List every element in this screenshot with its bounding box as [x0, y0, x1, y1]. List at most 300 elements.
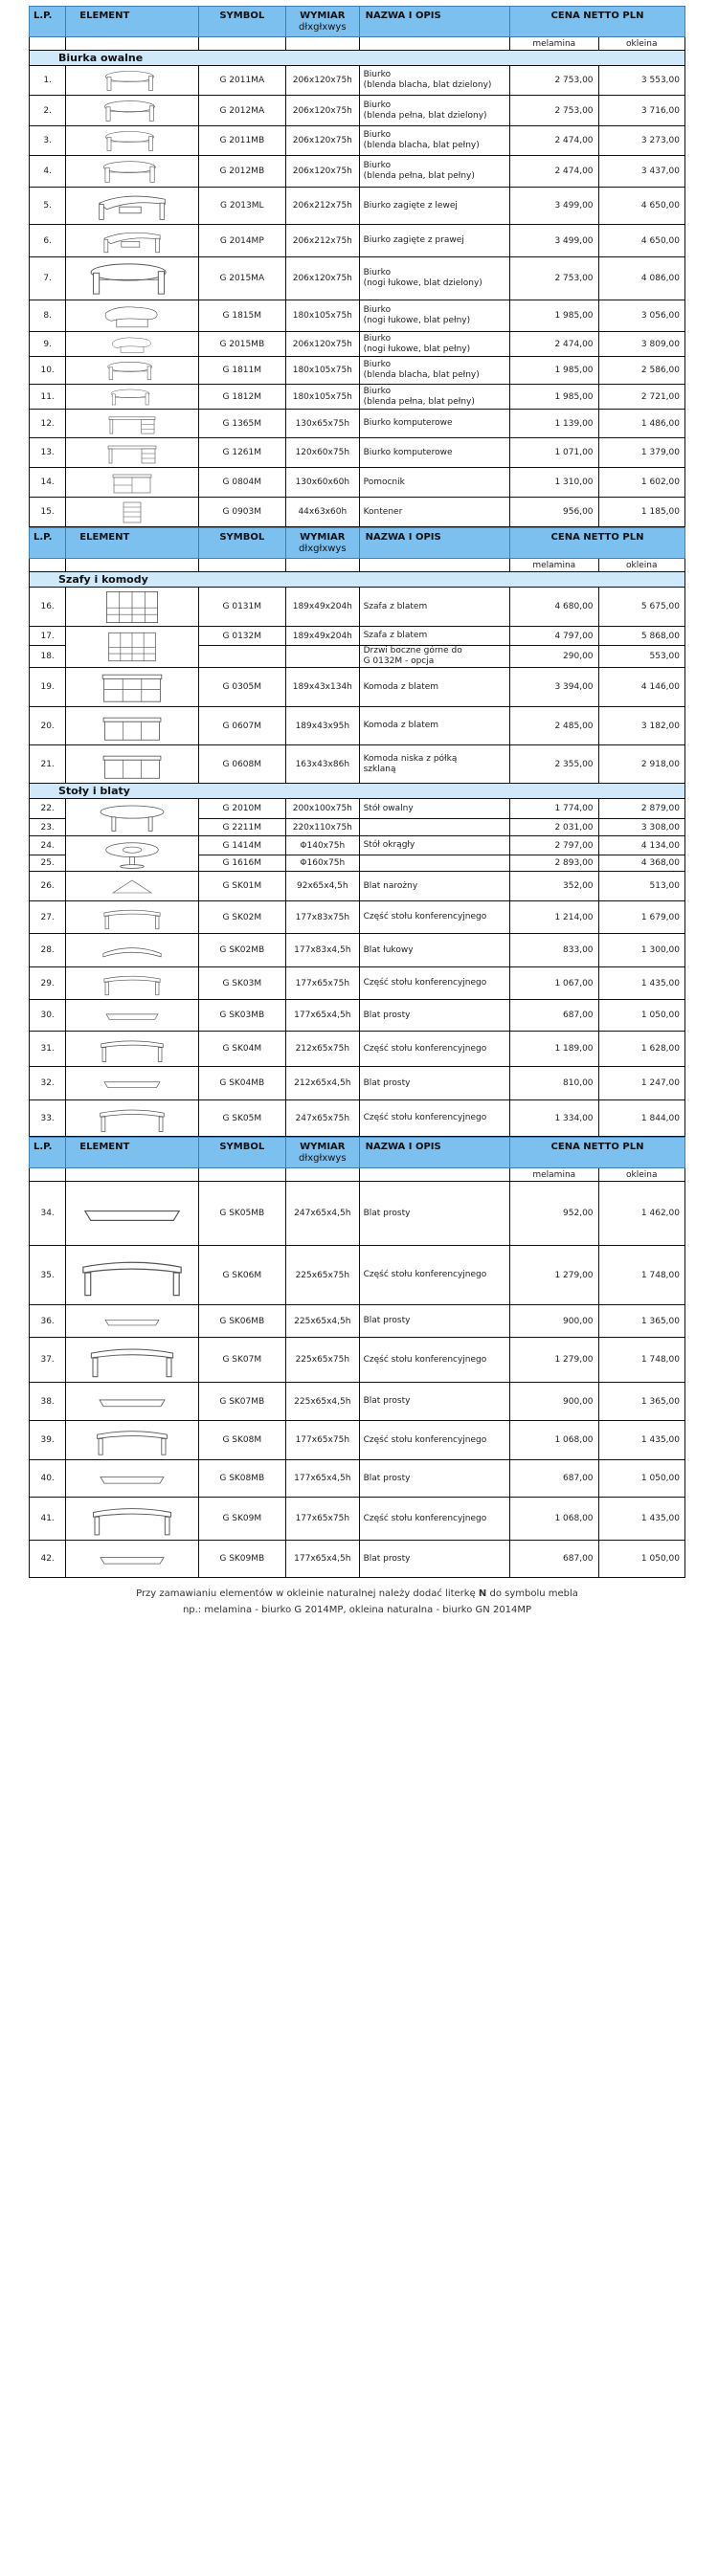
desk-oval-icon	[76, 99, 189, 123]
product-name: Komoda niska z półką	[363, 753, 458, 764]
product-dimensions: 206x120x75h	[286, 156, 360, 188]
computer-desk-icon	[76, 441, 189, 465]
price-subheader	[30, 559, 685, 572]
product-row	[30, 836, 685, 855]
price-okleina: 3 437,00	[598, 156, 684, 188]
product-description	[359, 188, 509, 225]
product-symbol: G SK07MB	[198, 1383, 285, 1421]
row-number: 21.	[30, 745, 66, 784]
row-number: 30.	[30, 1000, 66, 1032]
product-dimensions: 212x65x4,5h	[286, 1067, 360, 1100]
product-symbol: G 2011MB	[198, 126, 285, 156]
product-symbol: G 0132M	[198, 627, 285, 646]
product-dimensions: Φ160x75h	[286, 855, 360, 872]
price-okleina: 1 462,00	[598, 1182, 684, 1246]
product-description	[359, 332, 509, 357]
product-row	[30, 1067, 685, 1100]
price-melamina: 1 774,00	[510, 799, 599, 819]
product-thumbnail	[66, 707, 198, 745]
product-description	[359, 410, 509, 438]
product-symbol: G 0608M	[198, 745, 285, 784]
product-symbol: G 1811M	[198, 357, 285, 385]
product-dimensions: 177x65x75h	[286, 1498, 360, 1541]
product-thumbnail	[66, 745, 198, 784]
computer-desk-icon	[76, 412, 189, 435]
product-name: Blat prosty	[363, 1077, 411, 1088]
product-row	[30, 1246, 685, 1305]
price-okleina: 4 086,00	[598, 257, 684, 300]
product-description	[359, 126, 509, 156]
product-description	[359, 967, 509, 1000]
product-name: Blat narożny	[363, 880, 418, 891]
product-thumbnail	[66, 799, 198, 836]
product-dimensions: 180x105x75h	[286, 357, 360, 385]
price-okleina: 3 308,00	[598, 819, 684, 836]
product-dimensions: 212x65x75h	[286, 1032, 360, 1067]
row-number: 28.	[30, 934, 66, 967]
price-okleina: 3 553,00	[598, 66, 684, 96]
product-description	[359, 1338, 509, 1383]
row-number: 8.	[30, 300, 66, 332]
product-symbol: G SK09M	[198, 1498, 285, 1541]
product-description	[359, 588, 509, 627]
product-row	[30, 438, 685, 468]
product-thumbnail	[66, 468, 198, 498]
product-symbol: G 2010M	[198, 799, 285, 819]
product-dimensions: 200x100x75h	[286, 799, 360, 819]
section-header	[30, 51, 685, 66]
price-okleina: 2 879,00	[598, 799, 684, 819]
product-dimensions: 225x65x4,5h	[286, 1383, 360, 1421]
price-okleina: 2 586,00	[598, 357, 684, 385]
row-number: 32.	[30, 1067, 66, 1100]
product-thumbnail	[66, 1338, 198, 1383]
price-melamina: 3 394,00	[510, 668, 599, 707]
price-melamina: 1 279,00	[510, 1246, 599, 1305]
product-name: Część stołu konferencyjnego	[363, 1513, 487, 1523]
product-name: Blat prosty	[363, 1010, 411, 1020]
product-dimensions: 247x65x4,5h	[286, 1182, 360, 1246]
desk-oval-icon	[76, 159, 189, 185]
product-note: szklaną	[363, 764, 396, 774]
product-description	[359, 855, 509, 872]
header-okleina: okleina	[598, 37, 684, 51]
footnote	[29, 1586, 685, 1618]
product-name: Część stołu konferencyjnego	[363, 1043, 487, 1054]
straight-top-icon	[76, 1185, 189, 1243]
header-melamina: melamina	[510, 1168, 599, 1182]
product-symbol: G SK05MB	[198, 1182, 285, 1246]
product-dimensions: 206x120x75h	[286, 126, 360, 156]
price-melamina: 1 067,00	[510, 967, 599, 1000]
price-melamina: 4 680,00	[510, 588, 599, 627]
row-number: 18.	[30, 646, 66, 668]
product-thumbnail	[66, 1067, 198, 1100]
product-dimensions: 225x65x4,5h	[286, 1305, 360, 1338]
row-number: 27.	[30, 901, 66, 934]
product-symbol: G SK05M	[198, 1100, 285, 1137]
product-dimensions: 189x43x95h	[286, 707, 360, 745]
product-thumbnail	[66, 627, 198, 668]
product-name: Biurko	[363, 100, 392, 110]
product-name: Blat prosty	[363, 1473, 411, 1483]
oval-table-icon	[76, 802, 189, 833]
row-number: 41.	[30, 1498, 66, 1541]
price-okleina: 5 868,00	[598, 627, 684, 646]
product-description	[359, 66, 509, 96]
product-row	[30, 627, 685, 646]
product-note: (nogi łukowe, blat dzielony)	[363, 278, 482, 288]
section-title: Szafy i komody	[30, 572, 685, 588]
product-name: Blat łukowy	[363, 944, 414, 955]
product-thumbnail	[66, 1460, 198, 1498]
price-okleina: 1 628,00	[598, 1032, 684, 1067]
price-list	[29, 6, 685, 1578]
product-name: Stół owalny	[363, 803, 414, 813]
product-thumbnail	[66, 300, 198, 332]
product-symbol: G SK03MB	[198, 1000, 285, 1032]
product-dimensions: 220x110x75h	[286, 819, 360, 836]
price-melamina: 2 753,00	[510, 96, 599, 126]
product-symbol: G 2211M	[198, 819, 285, 836]
product-symbol: G SK06M	[198, 1246, 285, 1305]
product-row	[30, 257, 685, 300]
product-row	[30, 668, 685, 707]
price-melamina: 1 279,00	[510, 1338, 599, 1383]
product-description	[359, 934, 509, 967]
product-symbol: G SK06MB	[198, 1305, 285, 1338]
header-cena: CENA NETTO PLN	[510, 7, 685, 37]
product-symbol: G 0804M	[198, 468, 285, 498]
product-row	[30, 1338, 685, 1383]
price-okleina: 1 748,00	[598, 1338, 684, 1383]
section-header	[30, 572, 685, 588]
price-melamina: 2 485,00	[510, 707, 599, 745]
dresser-icon	[76, 671, 189, 704]
price-table-4	[29, 1137, 685, 1578]
product-description	[359, 1498, 509, 1541]
product-description	[359, 300, 509, 332]
product-dimensions: 206x120x75h	[286, 96, 360, 126]
price-okleina: 1 050,00	[598, 1460, 684, 1498]
row-number: 26.	[30, 872, 66, 901]
product-dimensions: 120x60x75h	[286, 438, 360, 468]
product-description	[359, 96, 509, 126]
product-description	[359, 799, 509, 819]
price-melamina: 1 334,00	[510, 1100, 599, 1137]
product-symbol: G SK09MB	[198, 1541, 285, 1578]
row-number: 34.	[30, 1182, 66, 1246]
section-title: Biurka owalne	[30, 51, 685, 66]
product-dimensions: 206x212x75h	[286, 225, 360, 257]
desk-kidney-icon	[76, 335, 189, 354]
product-symbol: G 2012MB	[198, 156, 285, 188]
row-number: 13.	[30, 438, 66, 468]
product-dimensions: 206x212x75h	[286, 188, 360, 225]
price-okleina: 1 300,00	[598, 934, 684, 967]
header-melamina: melamina	[510, 559, 599, 572]
price-melamina: 2 893,00	[510, 855, 599, 872]
product-row	[30, 332, 685, 357]
price-melamina: 2 797,00	[510, 836, 599, 855]
price-melamina: 1 139,00	[510, 410, 599, 438]
header-symbol: SYMBOL	[198, 528, 285, 559]
product-description	[359, 257, 509, 300]
price-melamina: 2 474,00	[510, 126, 599, 156]
product-symbol: G 2015MB	[198, 332, 285, 357]
product-row	[30, 225, 685, 257]
product-dimensions: 130x60x60h	[286, 468, 360, 498]
product-name: Pomocnik	[363, 477, 405, 487]
price-melamina: 687,00	[510, 1460, 599, 1498]
header-nazwa: NAZWA I OPIS	[359, 7, 509, 37]
product-dimensions: 180x105x75h	[286, 385, 360, 410]
product-row	[30, 1000, 685, 1032]
product-dimensions: 44x63x60h	[286, 498, 360, 527]
header-nazwa: NAZWA I OPIS	[359, 1138, 509, 1168]
product-description	[359, 1182, 509, 1246]
price-table-1	[29, 6, 685, 527]
row-number: 6.	[30, 225, 66, 257]
header-symbol: SYMBOL	[198, 7, 285, 37]
product-thumbnail	[66, 668, 198, 707]
product-name: Komoda z blatem	[363, 681, 439, 692]
product-thumbnail	[66, 1383, 198, 1421]
product-row	[30, 967, 685, 1000]
product-name: Część stołu konferencyjnego	[363, 1434, 487, 1445]
product-description	[359, 1032, 509, 1067]
product-symbol: G 1261M	[198, 438, 285, 468]
price-okleina: 1 365,00	[598, 1305, 684, 1338]
product-row	[30, 588, 685, 627]
price-okleina: 1 185,00	[598, 498, 684, 527]
price-melamina: 1 985,00	[510, 385, 599, 410]
product-symbol	[198, 646, 285, 668]
price-okleina: 2 721,00	[598, 385, 684, 410]
product-row	[30, 1541, 685, 1578]
product-thumbnail	[66, 498, 198, 527]
product-name: Część stołu konferencyjnego	[363, 1354, 487, 1365]
product-row	[30, 188, 685, 225]
product-symbol: G 0131M	[198, 588, 285, 627]
price-melamina: 1 068,00	[510, 1421, 599, 1460]
price-okleina: 4 146,00	[598, 668, 684, 707]
product-row	[30, 1460, 685, 1498]
price-okleina: 1 435,00	[598, 1498, 684, 1541]
product-symbol: G 2015MA	[198, 257, 285, 300]
product-thumbnail	[66, 1100, 198, 1137]
product-thumbnail	[66, 96, 198, 126]
row-number: 39.	[30, 1421, 66, 1460]
row-number: 40.	[30, 1460, 66, 1498]
product-symbol: G 1815M	[198, 300, 285, 332]
row-number: 33.	[30, 1100, 66, 1137]
price-melamina: 2 355,00	[510, 745, 599, 784]
section-title: Stoły i blaty	[30, 784, 685, 799]
product-row	[30, 872, 685, 901]
desk-oval-icon	[76, 360, 189, 382]
product-thumbnail	[66, 225, 198, 257]
product-symbol: G 2014MP	[198, 225, 285, 257]
row-number: 11.	[30, 385, 66, 410]
header-symbol: SYMBOL	[198, 1138, 285, 1168]
product-dimensions: 177x65x4,5h	[286, 1000, 360, 1032]
product-dimensions: 177x65x75h	[286, 1421, 360, 1460]
product-name: Część stołu konferencyjnego	[363, 978, 487, 988]
product-description	[359, 627, 509, 646]
round-table-icon	[76, 839, 189, 869]
product-symbol: G SK02MB	[198, 934, 285, 967]
product-description	[359, 357, 509, 385]
price-okleina: 1 365,00	[598, 1383, 684, 1421]
product-symbol: G 1812M	[198, 385, 285, 410]
product-name: Biurko	[363, 333, 392, 344]
product-row	[30, 1383, 685, 1421]
product-note: (blenda blacha, blat dzielony)	[363, 80, 492, 90]
product-name: Szafa z blatem	[363, 601, 428, 611]
price-okleina: 513,00	[598, 872, 684, 901]
product-note: (blenda pełna, blat pełny)	[363, 171, 475, 181]
product-row	[30, 901, 685, 934]
row-number: 2.	[30, 96, 66, 126]
row-number: 36.	[30, 1305, 66, 1338]
product-thumbnail	[66, 1421, 198, 1460]
price-melamina: 687,00	[510, 1000, 599, 1032]
price-subheader	[30, 1168, 685, 1182]
section-header	[30, 784, 685, 799]
product-description	[359, 1383, 509, 1421]
wardrobe-icon	[76, 590, 189, 624]
price-okleina: 1 602,00	[598, 468, 684, 498]
header-okleina: okleina	[598, 1168, 684, 1182]
conference-table-icon	[76, 1424, 189, 1457]
side-unit-icon	[76, 471, 189, 495]
product-dimensions: 189x49x204h	[286, 627, 360, 646]
price-melamina: 1 985,00	[510, 300, 599, 332]
price-okleina: 1 679,00	[598, 901, 684, 934]
price-okleina: 1 435,00	[598, 1421, 684, 1460]
header-wymiar: WYMIAR dłxgłxwys	[286, 7, 360, 37]
product-symbol: G 2012MA	[198, 96, 285, 126]
product-dimensions: 225x65x75h	[286, 1246, 360, 1305]
price-melamina: 900,00	[510, 1383, 599, 1421]
product-name: Biurko	[363, 386, 392, 396]
desk-oval-icon	[76, 69, 189, 93]
row-number: 31.	[30, 1032, 66, 1067]
product-name: Biurko	[363, 70, 392, 79]
desk-oval-icon	[76, 388, 189, 407]
product-row	[30, 156, 685, 188]
price-okleina: 4 650,00	[598, 225, 684, 257]
row-number: 35.	[30, 1246, 66, 1305]
price-melamina: 2 753,00	[510, 257, 599, 300]
product-note: (blenda blacha, blat pełny)	[363, 141, 480, 150]
price-okleina: 1 247,00	[598, 1067, 684, 1100]
product-symbol: G 0903M	[198, 498, 285, 527]
header-lp: L.P.	[30, 7, 66, 37]
product-description	[359, 438, 509, 468]
product-row	[30, 1182, 685, 1246]
product-description	[359, 707, 509, 745]
price-okleina: 2 918,00	[598, 745, 684, 784]
product-description	[359, 1305, 509, 1338]
product-symbol: G 2013ML	[198, 188, 285, 225]
product-thumbnail	[66, 872, 198, 901]
straight-top-icon	[76, 1070, 189, 1098]
price-melamina: 352,00	[510, 872, 599, 901]
product-thumbnail	[66, 438, 198, 468]
price-melamina: 952,00	[510, 1182, 599, 1246]
product-name: Kontener	[363, 506, 403, 517]
product-description	[359, 156, 509, 188]
price-melamina: 900,00	[510, 1305, 599, 1338]
price-melamina: 1 214,00	[510, 901, 599, 934]
product-thumbnail	[66, 188, 198, 225]
row-number: 3.	[30, 126, 66, 156]
conference-table-icon	[76, 1103, 189, 1134]
price-okleina: 5 675,00	[598, 588, 684, 627]
price-melamina: 2 031,00	[510, 819, 599, 836]
product-row	[30, 126, 685, 156]
header-element: ELEMENT	[66, 7, 198, 37]
header-cena: CENA NETTO PLN	[510, 528, 685, 559]
product-symbol: G 0305M	[198, 668, 285, 707]
product-row	[30, 410, 685, 438]
product-note: (nogi łukowe, blat pełny)	[363, 316, 471, 325]
product-thumbnail	[66, 257, 198, 300]
product-name: Blat prosty	[363, 1553, 411, 1564]
product-description	[359, 1421, 509, 1460]
product-name: Drzwi boczne górne do	[363, 646, 462, 655]
row-number: 1.	[30, 66, 66, 96]
product-description	[359, 1000, 509, 1032]
product-thumbnail	[66, 901, 198, 934]
product-symbol: G 1365M	[198, 410, 285, 438]
price-melamina: 810,00	[510, 1067, 599, 1100]
product-row	[30, 96, 685, 126]
header-wymiar-sub: dłxgłxwys	[299, 544, 347, 554]
product-row	[30, 1100, 685, 1137]
product-dimensions: 180x105x75h	[286, 300, 360, 332]
dresser-low-icon	[76, 748, 189, 781]
price-okleina: 1 748,00	[598, 1246, 684, 1305]
product-description	[359, 1100, 509, 1137]
conference-table-icon	[76, 1034, 189, 1064]
product-symbol: G 1616M	[198, 855, 285, 872]
product-symbol: G SK04MB	[198, 1067, 285, 1100]
row-number: 20.	[30, 707, 66, 745]
product-row	[30, 799, 685, 819]
header-element: ELEMENT	[66, 1138, 198, 1168]
dresser-low-icon	[76, 710, 189, 743]
product-note: (blenda pełna, blat pełny)	[363, 396, 475, 407]
price-melamina: 3 499,00	[510, 225, 599, 257]
product-symbol: G SK03M	[198, 967, 285, 1000]
price-melamina: 290,00	[510, 646, 599, 668]
product-symbol: G SK02M	[198, 901, 285, 934]
product-thumbnail	[66, 836, 198, 872]
product-note: (nogi łukowe, blat pełny)	[363, 344, 471, 354]
product-symbol: G SK01M	[198, 872, 285, 901]
price-melamina: 687,00	[510, 1541, 599, 1578]
product-row	[30, 357, 685, 385]
price-okleina: 4 368,00	[598, 855, 684, 872]
product-dimensions: 177x65x4,5h	[286, 1541, 360, 1578]
product-description	[359, 668, 509, 707]
desk-oval-icon	[76, 129, 189, 153]
product-symbol: G SK08M	[198, 1421, 285, 1460]
conference-table-icon	[76, 1341, 189, 1380]
